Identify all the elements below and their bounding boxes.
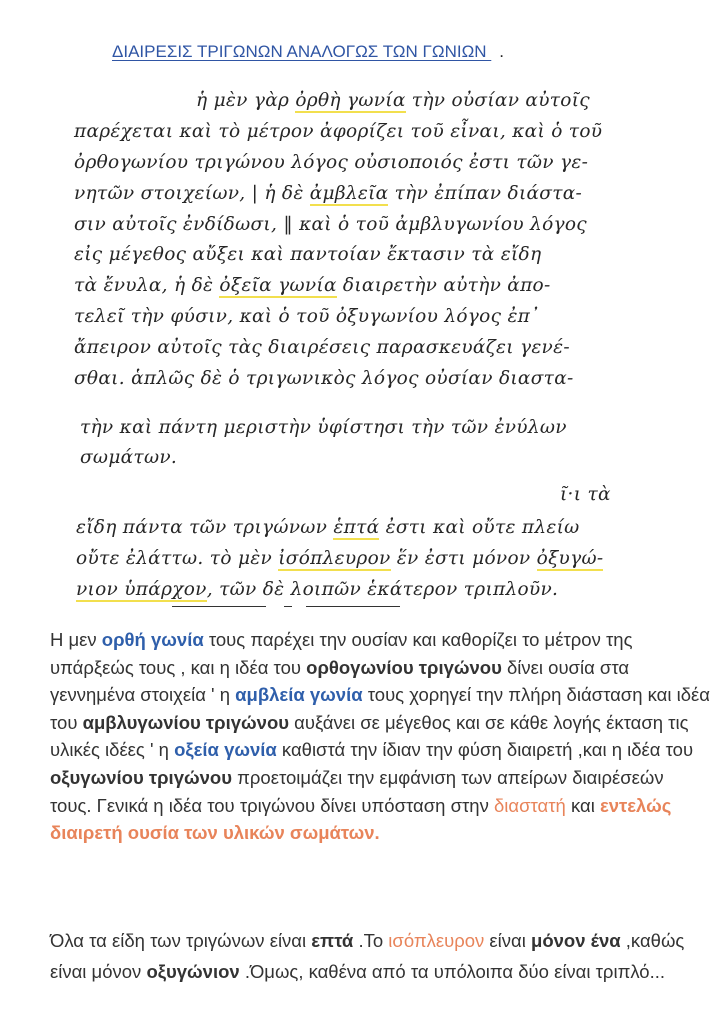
greek-line-12: σωμάτων. <box>80 447 178 468</box>
highlight-orthe-gonia: ὀρθὴ γωνία <box>295 90 406 111</box>
page-title <box>112 42 612 62</box>
highlight-amvleia: ἀμβλεῖα <box>309 183 389 204</box>
greek-line-1: ἡ μὲν γὰρ ὀρθὴ γωνία τὴν οὐσίαν αὐτοῖς <box>196 90 590 111</box>
translation-paragraph-2: Όλα τα είδη των τριγώνων είναι επτά .Το ισόπλευρον είναι μόνον ένα ,καθώς είναι μόνον οξυγώνιον .Όμως, καθένα από τα υπόλοιπα δύο είναι τριπλό... <box>50 930 685 982</box>
term-entelos-diaireti: εντελώς διαιρετή ουσία των υλικών σωμάτων. <box>50 794 672 844</box>
greek-line-7: τὰ ἔνυλα, ἡ δὲ ὀξεῖα γωνία διαιρετὴν αὐτὴν ἀπο- <box>74 275 551 296</box>
highlight-isopleuron: ἰσόπλευρον <box>278 548 391 569</box>
greek-line-16: νιον ὑπάρχον, τῶν δὲ λοιπῶν ἑκάτερον τριπλοῦν. <box>76 579 559 600</box>
divider-mid <box>284 606 292 607</box>
greek-line-8: τελεῖ τὴν φύσιν, καὶ ὁ τοῦ ὀξυγωνίου λόγος ἐπ᾽ <box>74 306 540 327</box>
translation-paragraph-1: Η μεν ορθή γωνία τους παρέχει την ουσίαν και καθορίζει το μέτρον της υπάρξεώς τους , και η ιδέα του ορθογωνίου τριγώνου δίνει ουσία στα γεννημένα στοιχεία ' η αμβλεία γωνία τους χορηγεί την πλήρη διάσταση και ιδέα του αμβλυγωνίου τριγώνου αυξάνει σε μέγεθος και σε κάθε λογής έκταση τις υλικές ιδέες ' η οξεία γωνία καθιστά την ίδιαν την φύση διαιρετή ,και η ιδέα του οξυγωνίου τριγώνου προετοιμάζει την εμφάνιση των απείρων διαιρέσεών τους. Γενικά η ιδέα του τριγώνου δίνει υπόσταση στην διαστατή και εντελώς διαιρετή ουσία των υλικών σωμάτων. <box>50 629 710 844</box>
greek-line-2: παρέχεται καὶ τὸ μέτρον ἀφορίζει τοῦ εἶναι, καὶ ὁ τοῦ <box>74 121 603 142</box>
greek-line-6: εἰς μέγεθος αὔξει καὶ παντοίαν ἔκτασιν τὰ εἴδη <box>74 244 542 265</box>
term-orthogoniou-trigonou: ορθογωνίου τριγώνου <box>306 656 502 678</box>
term-amvlygoniou-trigonou: αμβλυγωνίου τριγώνου <box>82 711 290 733</box>
divider-right <box>306 606 400 607</box>
highlight-oxeia-gonia: ὀξεῖα γωνία <box>219 275 337 296</box>
greek-line-9: ἄπειρον αὐτοῖς τὰς διαιρέσεις παρασκευάζει γενέ- <box>74 337 570 358</box>
highlight-nion-hyparchon: νιον ὑπάρχον <box>76 579 207 600</box>
greek-line-13: ῖ·ι τὰ <box>560 484 611 505</box>
greek-line-15: οὔτε ἐλάττω. τὸ μὲν ἰσόπλευρον ἕν ἐστι μόνον ὀξυγώ- <box>76 548 604 569</box>
greek-line-11: τὴν καὶ πάντη μεριστὴν ὑφίστησι τὴν τῶν ἐνύλων <box>80 417 567 438</box>
term-oxeia-gonia: οξεία γωνία <box>174 739 277 761</box>
term-oxygonion: οξυγώνιον <box>146 961 240 982</box>
term-isopleuron: ισόπλευρον <box>388 930 485 951</box>
term-amvleia-gonia: αμβλεία γωνία <box>235 684 363 706</box>
title-text: ΔΙΑΙΡΕΣΙΣ ΤΡΙΓΩΝΩΝ ΑΝΑΛΟΓΩΣ ΤΩΝ ΓΩΝΙΩΝ <box>112 42 492 61</box>
greek-line-10: σθαι. ἁπλῶς δὲ ὁ τριγωνικὸς λόγος οὐσίαν διαστα- <box>74 368 574 389</box>
term-oxygoniou-trigonou: οξυγωνίου τριγώνου <box>50 766 232 788</box>
greek-line-3: ὀρθογωνίου τριγώνου λόγος οὐσιοποιός ἐστι τῶν γε- <box>74 152 589 173</box>
greek-line-14: εἴδη πάντα τῶν τριγώνων ἑπτά ἐστι καὶ οὔτε πλείω <box>76 517 580 538</box>
term-epta: επτά <box>311 930 354 951</box>
greek-line-5: σιν αὐτοῖς ἐνδίδωσι, ‖ καὶ ὁ τοῦ ἀμβλυγωνίου λόγος <box>74 214 587 235</box>
term-diastati: διαστατή <box>493 794 566 816</box>
divider-left <box>172 606 266 607</box>
highlight-oxygo: ὀξυγώ- <box>536 548 604 569</box>
highlight-epta: ἑπτά <box>333 517 380 538</box>
term-monon-ena: μόνον ένα <box>531 930 621 951</box>
title-dot: . <box>499 42 505 61</box>
term-orthi-gonia: ορθή γωνία <box>101 629 204 650</box>
greek-line-4: νητῶν στοιχείων, | ἡ δὲ ἀμβλεῖα τὴν ἐπίπαν διάστα- <box>74 183 583 204</box>
